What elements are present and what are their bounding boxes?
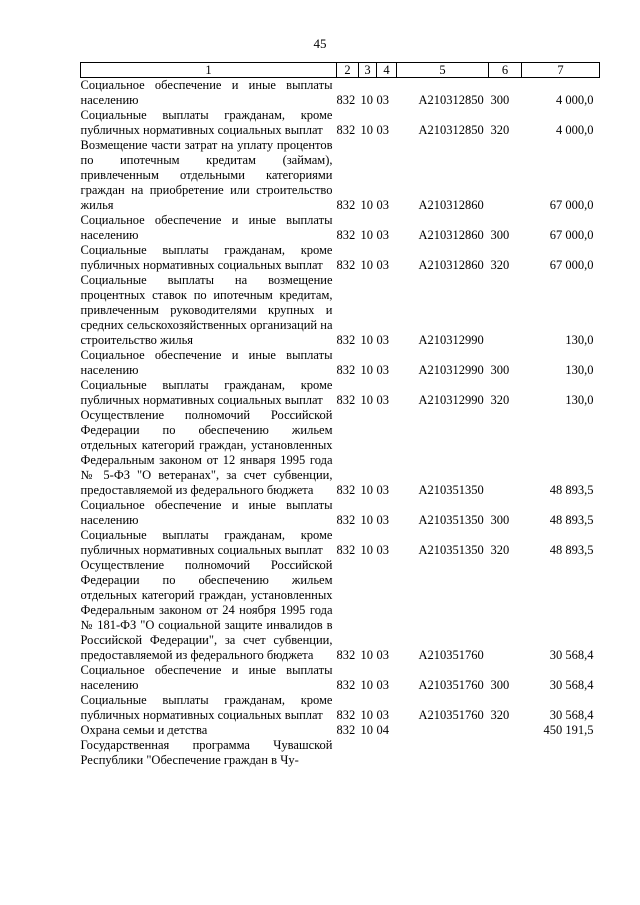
header-col-4: 4 xyxy=(377,63,397,78)
table-row xyxy=(81,138,600,213)
row-col-5: А210351350 xyxy=(418,543,484,557)
row-col-5 xyxy=(397,723,489,738)
page-number: 45 xyxy=(313,36,327,51)
row-col-2: 832 xyxy=(336,708,356,722)
row-col-3 xyxy=(359,738,377,768)
table-body xyxy=(81,78,600,769)
row-col-2: 832 xyxy=(336,678,356,692)
row-col-6: 320 xyxy=(490,708,510,722)
row-col-4: 03 xyxy=(376,543,389,557)
row-col-6: 320 xyxy=(490,123,510,137)
header-col-5: 5 xyxy=(397,63,489,78)
row-col-3: 10 xyxy=(360,513,373,527)
row-col-6 xyxy=(489,408,522,498)
row-col-3: 10 xyxy=(360,198,373,212)
row-col-4 xyxy=(377,738,397,768)
row-col-6 xyxy=(489,138,522,213)
table-row xyxy=(81,693,600,723)
row-name: Охрана семьи и детства xyxy=(80,723,208,737)
row-name: Социальные выплаты гражданам, кроме публичных нормативных социальных выплат xyxy=(80,378,333,407)
row-col-5: А210312990 xyxy=(418,393,484,407)
row-name: Социальное обеспечение и иные выплаты населению xyxy=(80,498,333,527)
row-col-5: А210312850 xyxy=(418,123,484,137)
header-row xyxy=(81,63,600,78)
row-amount: 30 568,4 xyxy=(549,648,594,662)
table-row xyxy=(81,738,600,768)
table-row xyxy=(81,348,600,378)
row-name: Социальные выплаты гражданам, кроме публичных нормативных социальных выплат xyxy=(80,528,333,557)
row-col-2: 832 xyxy=(336,513,356,527)
row-col-4: 03 xyxy=(376,228,389,242)
row-col-4: 03 xyxy=(376,93,389,107)
table-row xyxy=(81,213,600,243)
row-col-6: 300 xyxy=(490,513,510,527)
row-col-2: 832 xyxy=(336,543,356,557)
row-name: Осуществление полномочий Российской Федерации по обеспечению жильем отдельных категорий граждан, установленных Федеральным законом от 24 ноября 1995 года № 181-ФЗ "О социальной защите инвалидов в Российской Федерации", за счет субвенции, предоставляемой из федерального бюджета xyxy=(80,558,333,662)
table-row xyxy=(81,378,600,408)
row-col-3: 10 xyxy=(360,228,373,242)
budget-table xyxy=(80,62,600,768)
row-col-6: 300 xyxy=(490,363,510,377)
row-col-6: 320 xyxy=(490,393,510,407)
row-col-2: 832 xyxy=(336,333,356,347)
table-row xyxy=(81,108,600,138)
row-col-4: 04 xyxy=(376,723,389,737)
row-col-2: 832 xyxy=(336,198,356,212)
row-col-4: 03 xyxy=(376,678,389,692)
row-col-3: 10 xyxy=(360,93,373,107)
table-header xyxy=(81,63,600,78)
row-col-2: 832 xyxy=(336,123,356,137)
table-row xyxy=(81,408,600,498)
row-amount: 30 568,4 xyxy=(549,708,594,722)
row-name: Социальное обеспечение и иные выплаты населению xyxy=(80,213,333,242)
row-col-5: А210312990 xyxy=(418,363,484,377)
row-col-2: 832 xyxy=(336,648,356,662)
row-col-4: 03 xyxy=(376,258,389,272)
row-col-5: А210351350 xyxy=(418,483,484,497)
row-col-3: 10 xyxy=(360,678,373,692)
header-col-1: 1 xyxy=(81,63,337,78)
row-col-5: А210351760 xyxy=(418,708,484,722)
row-col-5: А210312990 xyxy=(418,333,484,347)
row-amount: 130,0 xyxy=(565,393,594,407)
row-col-6 xyxy=(489,558,522,663)
row-col-4: 03 xyxy=(376,483,389,497)
header-col-7: 7 xyxy=(522,63,600,78)
row-col-5: А210312860 xyxy=(418,228,484,242)
row-amount: 67 000,0 xyxy=(549,228,594,242)
row-col-4: 03 xyxy=(376,363,389,377)
row-name: Осуществление полномочий Российской Федерации по обеспечению жильем отдельных категорий граждан, установленных Федеральным законом от 12 января 1995 года № 5-ФЗ "О ветеранах", за счет субвенции, предоставляемой из федерального бюджета xyxy=(80,408,333,497)
row-col-3: 10 xyxy=(360,483,373,497)
row-name: Социальное обеспечение и иные выплаты населению xyxy=(80,663,333,692)
row-amount xyxy=(522,738,600,768)
table-row xyxy=(81,723,600,738)
row-col-3: 10 xyxy=(360,723,373,737)
row-amount: 48 893,5 xyxy=(549,483,594,497)
row-name: Социальные выплаты на возмещение процентных ставок по ипотечным кредитам, привлеченным руководителями крупных и средних сельскохозяйственных организаций на строительство жилья xyxy=(80,273,333,347)
row-col-6: 300 xyxy=(490,93,510,107)
row-name: Социальное обеспечение и иные выплаты населению xyxy=(80,348,333,377)
row-col-3: 10 xyxy=(360,708,373,722)
row-col-5: А210351760 xyxy=(418,678,484,692)
table-row xyxy=(81,558,600,663)
row-col-2: 832 xyxy=(336,393,356,407)
row-col-4: 03 xyxy=(376,393,389,407)
row-col-3: 10 xyxy=(360,363,373,377)
row-col-3: 10 xyxy=(360,123,373,137)
row-col-2: 832 xyxy=(336,723,356,737)
row-col-4: 03 xyxy=(376,708,389,722)
row-col-3: 10 xyxy=(360,393,373,407)
row-amount: 67 000,0 xyxy=(549,258,594,272)
row-col-2 xyxy=(337,738,359,768)
header-col-2: 2 xyxy=(337,63,359,78)
row-col-6: 320 xyxy=(490,258,510,272)
row-col-6: 300 xyxy=(490,228,510,242)
table-row xyxy=(81,498,600,528)
row-col-2: 832 xyxy=(336,228,356,242)
row-amount: 4 000,0 xyxy=(556,93,594,107)
row-col-2: 832 xyxy=(336,363,356,377)
row-amount: 450 191,5 xyxy=(543,723,594,737)
row-col-5: А210312860 xyxy=(418,198,484,212)
row-name: Государственная программа Чувашской Республики "Обеспечение граждан в Чу- xyxy=(80,738,333,767)
row-col-6: 300 xyxy=(490,678,510,692)
row-col-3: 10 xyxy=(360,543,373,557)
row-col-5 xyxy=(397,738,489,768)
row-amount: 130,0 xyxy=(565,363,594,377)
row-col-4: 03 xyxy=(376,123,389,137)
row-col-4: 03 xyxy=(376,648,389,662)
table-row xyxy=(81,528,600,558)
row-col-6: 320 xyxy=(490,543,510,557)
row-amount: 67 000,0 xyxy=(549,198,594,212)
row-name: Возмещение части затрат на уплату процентов по ипотечным кредитам (займам), привлеченным отдельными категориями граждан на приобретение или строительство жилья xyxy=(80,138,333,212)
table-row xyxy=(81,78,600,109)
row-amount: 30 568,4 xyxy=(549,678,594,692)
row-col-5: А210312850 xyxy=(418,93,484,107)
row-amount: 48 893,5 xyxy=(549,543,594,557)
row-col-4: 03 xyxy=(376,333,389,347)
row-name: Социальные выплаты гражданам, кроме публичных нормативных социальных выплат xyxy=(80,108,333,137)
row-col-5: А210312860 xyxy=(418,258,484,272)
row-name: Социальное обеспечение и иные выплаты населению xyxy=(80,78,333,107)
row-amount: 48 893,5 xyxy=(549,513,594,527)
row-col-6 xyxy=(489,738,522,768)
row-col-5: А210351350 xyxy=(418,513,484,527)
header-col-3: 3 xyxy=(359,63,377,78)
row-col-2: 832 xyxy=(336,483,356,497)
row-col-3: 10 xyxy=(360,333,373,347)
row-name: Социальные выплаты гражданам, кроме публичных нормативных социальных выплат xyxy=(80,243,333,272)
row-col-4: 03 xyxy=(376,513,389,527)
row-col-6 xyxy=(489,273,522,348)
table-row xyxy=(81,663,600,693)
table-row xyxy=(81,273,600,348)
row-col-5: А210351760 xyxy=(418,648,484,662)
row-col-3: 10 xyxy=(360,258,373,272)
row-col-2: 832 xyxy=(336,93,356,107)
row-col-3: 10 xyxy=(360,648,373,662)
header-col-6: 6 xyxy=(489,63,522,78)
row-amount: 4 000,0 xyxy=(556,123,594,137)
row-col-2: 832 xyxy=(336,258,356,272)
row-name: Социальные выплаты гражданам, кроме публичных нормативных социальных выплат xyxy=(80,693,333,722)
row-col-6 xyxy=(489,723,522,738)
table-row xyxy=(81,243,600,273)
row-col-4: 03 xyxy=(376,198,389,212)
row-amount: 130,0 xyxy=(565,333,594,347)
